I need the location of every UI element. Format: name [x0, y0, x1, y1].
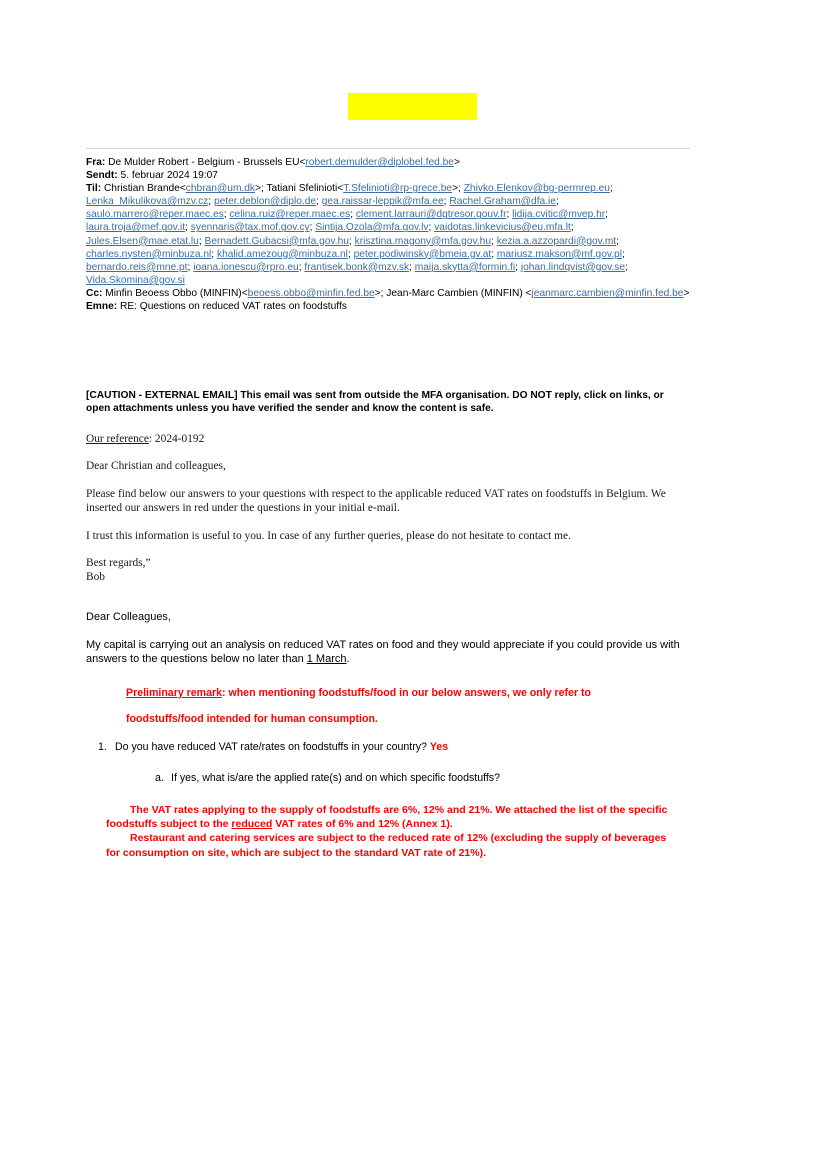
- sent-line: [86, 169, 690, 182]
- to-email-link-extra[interactable]: Lenka_Mikulikova@mzv.cz: [86, 196, 209, 208]
- question-1a-marker: a.: [155, 772, 164, 784]
- to-label: Til:: [86, 183, 102, 195]
- cc-email-link-2[interactable]: jeanmarc.cambien@minfin.fed.be: [531, 287, 684, 299]
- cc-angle-open-1: <: [241, 287, 248, 299]
- to-email-link-extra[interactable]: khalid.amezoug@minbuza.nl: [216, 248, 348, 260]
- to-email-link-extra[interactable]: clement.larrauri@dgtresor.gouv.fr: [355, 209, 507, 221]
- deadline-date: 1 March: [306, 653, 347, 666]
- angle-open-1: <: [179, 183, 186, 195]
- cc-label: Cc:: [86, 287, 103, 299]
- red-answer-p1-part1: The VAT rates applying to the supply of foodstuffs are 6%, 12% and 21%. We attached the list of the specific foodstuffs subject to the: [106, 804, 668, 831]
- to-email-link-extra[interactable]: Rachel.Graham@dfa.ie: [449, 196, 556, 208]
- external-email-caution-banner: [CAUTION - EXTERNAL EMAIL] This email was sent from outside the MFA organisation. DO NOT reply, click on links, or open attachments unless you have verified the sender and know the content is safe.: [86, 390, 664, 415]
- to-email-link-extra[interactable]: peter.deblon@diplo.de: [213, 196, 317, 208]
- remark-label: Preliminary remark: [126, 687, 222, 699]
- red-answer-p1-underlined: reduced: [231, 818, 273, 831]
- sans-paragraph-1: [86, 638, 682, 666]
- to-email-link-extra[interactable]: saulo.marrero@reper.maec.es: [86, 209, 224, 221]
- angle-open-2: <: [337, 183, 344, 195]
- to-email-link-extra[interactable]: gea.raissar-leppik@mfa.ee: [321, 196, 444, 208]
- our-reference-line: [86, 432, 686, 446]
- sent-label: Sendt:: [86, 170, 118, 182]
- serif-paragraph-1: Please find below our answers to your questions with respect to the applicable reduced VAT rates on foodstuffs in Belgium. We inserted our answers in red under the questions in your initial e-mail.: [86, 487, 666, 515]
- to-email-link-2[interactable]: T.Sfelinioti@rp-grece.be: [343, 183, 453, 195]
- cc-recipient-name-1: Minfin Beoess Obbo (MINFIN): [105, 287, 242, 299]
- cc-angle-close-1: >;: [374, 287, 384, 299]
- sent-value: 5. februar 2024 19:07: [120, 170, 218, 182]
- red-answer-paragraph-2: Restaurant and catering services are subject to the reduced rate of 12% (excluding the supply of beverages for consumption on site, which are subject to the standard VAT rate of 21%).: [106, 832, 667, 859]
- sans-paragraph-1-after: .: [346, 653, 350, 666]
- to-email-link-extra[interactable]: johan.lindqvist@gov.se: [520, 261, 625, 273]
- to-email-link-extra[interactable]: celina.ruiz@reper.maec.es: [229, 209, 351, 221]
- to-email-link-extra[interactable]: lidija.cvitic@mvep.hr: [512, 209, 606, 221]
- to-email-link-extra[interactable]: bernardo.reis@mne.pt: [86, 261, 188, 273]
- to-email-link-extra[interactable]: frantisek.bonk@mzv.sk: [304, 261, 410, 273]
- from-line: [86, 156, 690, 169]
- question-1: [98, 740, 678, 754]
- to-email-link-extra[interactable]: Vida.Skomina@gov.si: [86, 274, 185, 286]
- to-email-link-extra[interactable]: laura.troja@mef.gov.it: [86, 222, 186, 234]
- question-1a-text: If yes, what is/are the applied rate(s) and on which specific foodstuffs?: [171, 772, 500, 784]
- question-1a: [155, 771, 675, 785]
- serif-body-section: [86, 432, 686, 598]
- remark-line-1-rest: : when mentioning foodstuffs/food in our below answers, we only refer to: [222, 687, 592, 699]
- question-1-answer: Yes: [429, 741, 449, 753]
- to-email-link-extra[interactable]: Zhivko.Elenkov@bg-permrep.eu: [463, 183, 610, 195]
- sans-salutation: Dear Colleagues,: [86, 611, 171, 623]
- to-email-link-extra[interactable]: krisztina.magony@mfa.gov.hu: [354, 235, 492, 247]
- angle-close-1: >;: [255, 183, 264, 195]
- subject-label: Emne:: [86, 301, 118, 313]
- header-divider: [86, 148, 690, 149]
- cc-email-link-1[interactable]: beoess.obbo@minfin.fed.be: [247, 287, 375, 299]
- to-email-link-extra[interactable]: vaidotas.linkevicius@eu.mfa.lt: [434, 222, 571, 234]
- to-email-link-extra[interactable]: Sintija.Ozola@mfa.gov.lv: [315, 222, 429, 234]
- question-1-marker: 1.: [98, 741, 107, 753]
- to-email-link-extra[interactable]: Jules.Elsen@mae.etat.lu: [86, 235, 199, 247]
- to-email-link-extra[interactable]: ioana.ionescu@rpro.eu: [193, 261, 299, 273]
- to-email-link-extra[interactable]: mariusz.makson@mf.gov.pl: [496, 248, 622, 260]
- serif-salutation: Dear Christian and colleagues,: [86, 460, 226, 473]
- remark-line-1: [126, 680, 682, 706]
- to-recipient-name-1: Christian Brande: [103, 183, 180, 195]
- question-1-text: Do you have reduced VAT rate/rates on foodstuffs in your country?: [115, 741, 430, 753]
- cc-angle-open-2: <: [525, 287, 532, 299]
- to-email-link-extra[interactable]: charles.nysten@minbuza.nl: [86, 248, 212, 260]
- subject-line: [86, 300, 690, 313]
- cc-recipient-name-2: Jean-Marc Cambien (MINFIN): [386, 287, 523, 299]
- to-email-link-extra[interactable]: peter.podiwinsky@bmeia.gv.at: [353, 248, 492, 260]
- cc-angle-close-2: >: [683, 287, 690, 299]
- preliminary-remark: [86, 680, 682, 732]
- red-answer-p1-part2: VAT rates of 6% and 12% (Annex 1).: [272, 818, 453, 831]
- to-recipient-name-2: Tatiani Sfelinioti: [266, 183, 338, 195]
- to-email-link-extra[interactable]: syennaris@tax.mof.gov.cy: [190, 222, 310, 234]
- serif-signature: Bob: [86, 571, 105, 584]
- our-reference-value: : 2024-0192: [148, 433, 205, 445]
- red-answer-paragraph-1: [106, 803, 682, 831]
- subject-value: RE: Questions on reduced VAT rates on foodstuffs: [119, 301, 347, 313]
- yellow-highlight-band: [348, 93, 477, 120]
- cc-line: [86, 287, 690, 300]
- our-reference-label: Our reference: [86, 433, 149, 445]
- to-email-link-extra[interactable]: Bernadett.Gubacsi@mfa.gov.hu: [204, 235, 349, 247]
- from-bracket-close: >: [453, 157, 460, 168]
- serif-paragraph-2: I trust this information is useful to you. In case of any further queries, please do not hesitate to contact me.: [86, 529, 571, 542]
- from-name: De Mulder Robert - Belgium - Brussels EU: [108, 157, 300, 168]
- remark-line-2: foodstuffs/food intended for human consumption.: [126, 713, 378, 725]
- to-email-link-1[interactable]: chbran@um.dk: [185, 183, 256, 195]
- angle-close-2: >;: [452, 183, 461, 195]
- sans-paragraph-1-before: My capital is carrying out an analysis on reduced VAT rates on food and they would appreciate if you could provide us with answers to the questions below no later than: [86, 639, 680, 666]
- from-label: Fra:: [86, 157, 106, 168]
- to-line: [86, 182, 690, 287]
- serif-signoff: Best regards,”: [86, 557, 151, 570]
- from-bracket-open: <: [299, 157, 306, 168]
- email-header-block: [86, 156, 690, 313]
- to-email-link-extra[interactable]: maija.skytta@formin.fi: [414, 261, 516, 273]
- to-email-list: Zhivko.Elenkov@bg-permrep.eu; Lenka_Mikulikova@mzv.cz; peter.deblon@diplo.de; gea.raissar-leppik@mfa.ee; Rachel.Graham@dfa.ie; saulo.marrero@reper.maec.es; celina.ruiz@reper.maec.es; clement.larrauri@dgtresor.gouv.fr; lidija.cvitic@mvep.hr; laura.troja@mef.gov.it; syennaris@tax.mof.gov.cy; Sintija.Ozola@mfa.gov.lv; vaidotas.linkevicius@eu.mfa.lt; Jules.Elsen@mae.etat.lu; Bernadett.Gubacsi@mfa.gov.hu; krisztina.magony@mfa.gov.hu; kezia.a.azzopardi@gov.mt; charles.nysten@minbuza.nl; khalid.amezoug@minbuza.nl; peter.podiwinsky@bmeia.gv.at; mariusz.makson@mf.gov.pl; bernardo.reis@mne.pt; ioana.ionescu@rpro.eu; frantisek.bonk@mzv.sk; maija.skytta@formin.fi; johan.lindqvist@gov.se; Vida.Skomina@gov.si: [86, 183, 628, 286]
- to-email-link-extra[interactable]: kezia.a.azzopardi@gov.mt: [496, 235, 617, 247]
- red-answer-block: [106, 803, 682, 860]
- from-email-link[interactable]: robert.demulder@diplobel.fed.be: [305, 157, 454, 168]
- forwarded-message-section: [86, 610, 682, 681]
